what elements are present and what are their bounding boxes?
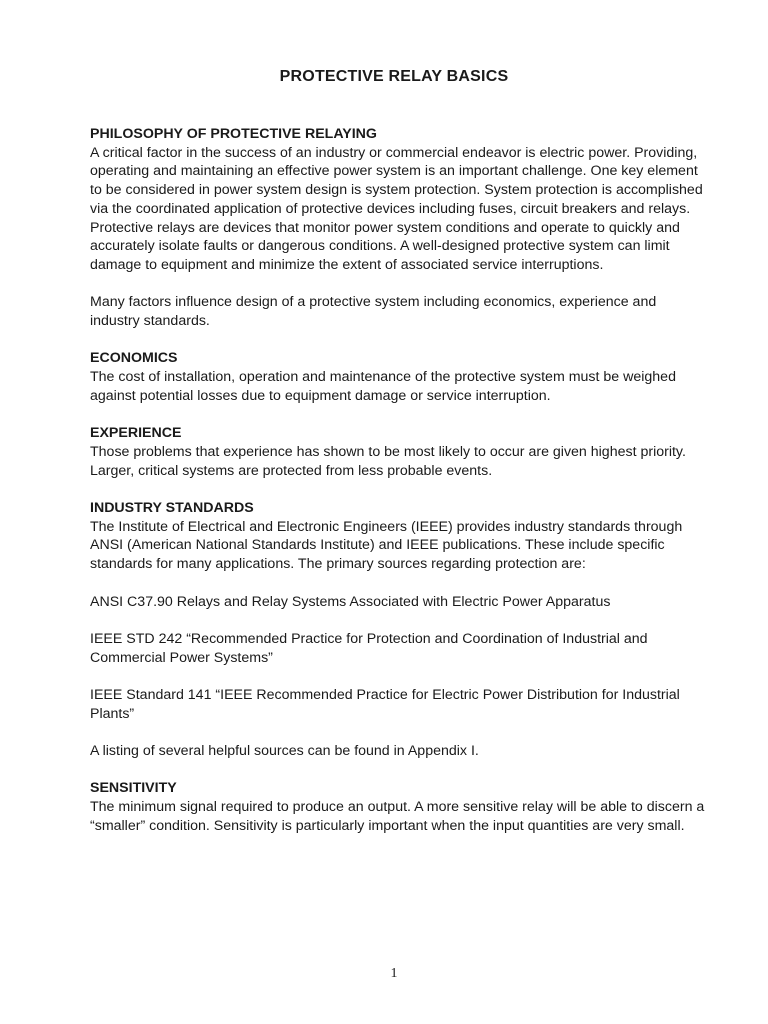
section-sensitivity (90, 779, 705, 835)
paragraph: Many factors influence design of a protective system including economics, experience and industry standards. (90, 294, 657, 330)
section-heading: EXPERIENCE (90, 425, 182, 442)
paragraph: A listing of several helpful sources can be found in Appendix I. (90, 743, 479, 760)
section-experience (90, 424, 705, 480)
standard-reference: ANSI C37.90 Relays and Relay Systems Associated with Electric Power Apparatus (90, 593, 611, 610)
section-heading: SENSITIVITY (90, 780, 177, 797)
section-heading: ECONOMICS (90, 350, 178, 367)
paragraph: A critical factor in the success of an industry or commercial endeavor is electric power. Providing, operating and maintaining an effective power system is an important challenge. One key element to be considered in power system design is system protection. System protection is accomplished via the coordinated application of protective devices including fuses, circuit breakers and relays. Protective relays are devices that monitor power system conditions and operate to quickly and accurately isolate faults or dangerous conditions. A well-designed protective system can limit damage to equipment and minimize the extent of associated service interruptions. (90, 144, 703, 273)
section-philosophy (90, 125, 705, 331)
standard-reference: IEEE Standard 141 “IEEE Recommended Practice for Electric Power Distribution for Industrial Plants” (90, 686, 680, 722)
page-number: 1 (390, 966, 398, 981)
section-economics (90, 349, 705, 405)
paragraph: The cost of installation, operation and maintenance of the protective system must be weighed against potential losses due to equipment damage or service interruption. (90, 369, 676, 404)
section-industry-standards (90, 499, 705, 761)
section-heading: PHILOSOPHY OF PROTECTIVE RELAYING (90, 126, 377, 142)
page-title: PROTECTIVE RELAY BASICS (279, 68, 509, 85)
paragraph: The minimum signal required to produce an output. A more sensitive relay will be able to discern a “smaller” condition. Sensitivity is particularly important when the input quantities are very small. (90, 799, 705, 834)
standard-reference: IEEE STD 242 “Recommended Practice for Protection and Coordination of Industrial and Commercial Power Systems” (90, 630, 648, 666)
paragraph: Those problems that experience has shown to be most likely to occur are given highest priority. Larger, critical systems are protected from less probable events. (90, 443, 686, 479)
paragraph: The Institute of Electrical and Electronic Engineers (IEEE) provides industry standards through ANSI (American National Standards Institute) and IEEE publications. These include specific standards for many applications. The primary sources regarding protection are: (90, 518, 683, 573)
document-body (90, 125, 705, 854)
section-heading: INDUSTRY STANDARDS (90, 500, 254, 516)
